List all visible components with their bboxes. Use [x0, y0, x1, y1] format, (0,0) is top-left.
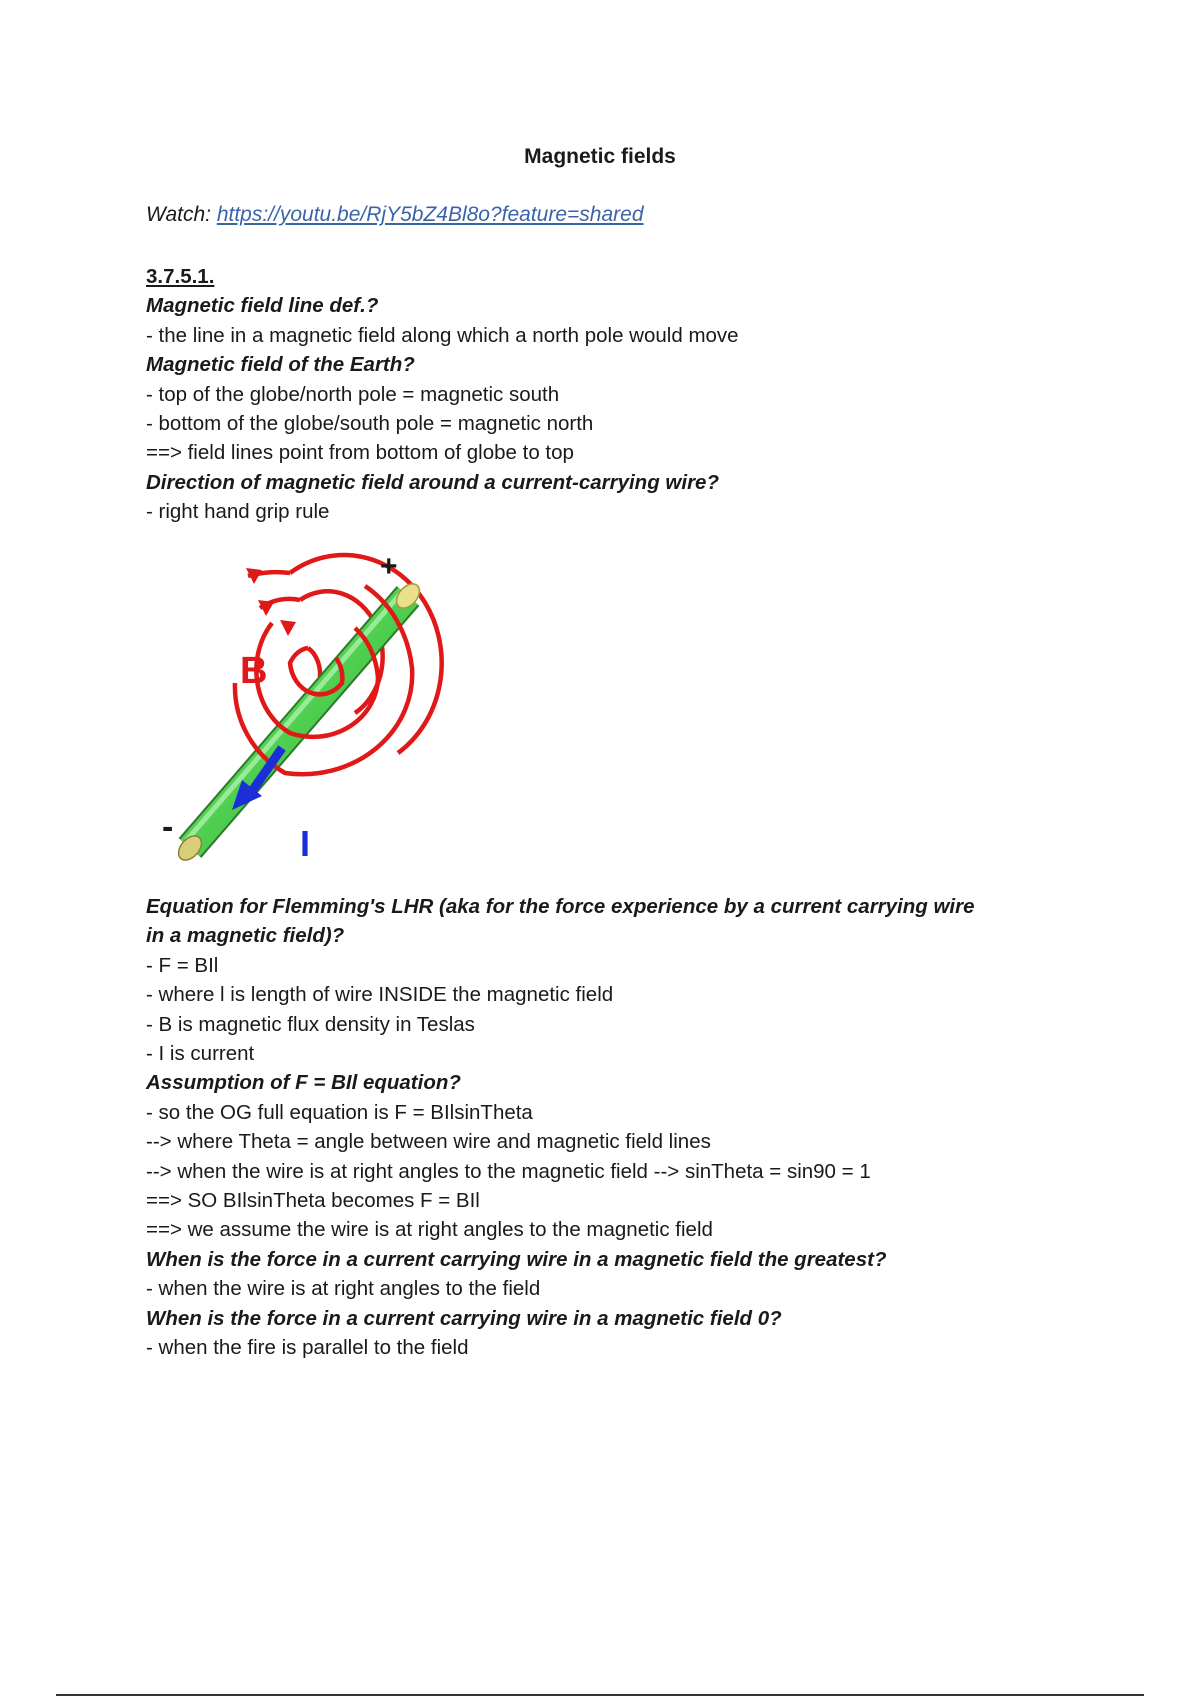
watch-line — [146, 203, 644, 227]
answer-line: - I is current — [146, 1042, 255, 1066]
answer-line: --> where Theta = angle between wire and magnetic field lines — [146, 1130, 711, 1154]
answer-line: - when the fire is parallel to the field — [146, 1336, 469, 1360]
answer-line: ==> SO BIlsinTheta becomes F = BIl — [146, 1189, 480, 1213]
question-line: Assumption of F = BIl equation? — [146, 1071, 461, 1095]
answer-line: - F = BIl — [146, 953, 219, 977]
answer-line: - when the wire is at right angles to the field — [146, 1277, 541, 1301]
question-line: Magnetic field line def.? — [146, 294, 379, 318]
watch-label: Watch: — [146, 203, 217, 226]
answer-line: --> when the wire is at right angles to the magnetic field --> sinTheta = sin90 = 1 — [146, 1159, 871, 1183]
notes-block-2 — [146, 892, 1096, 1363]
answer-line: - where l is length of wire INSIDE the magnetic field — [146, 983, 614, 1007]
answer-line: ==> field lines point from bottom of globe to top — [146, 441, 574, 465]
notes-block-1 — [146, 262, 1096, 527]
answer-line: - so the OG full equation is F = BIlsinTheta — [146, 1100, 533, 1124]
question-line: in a magnetic field)? — [146, 924, 345, 948]
answer-line: ==> we assume the wire is at right angles to the magnetic field — [146, 1218, 713, 1242]
question-line: When is the force in a current carrying wire in a magnetic field 0? — [146, 1306, 782, 1330]
answer-line: - B is magnetic flux density in Teslas — [146, 1012, 475, 1036]
right-hand-grip-diagram — [150, 548, 470, 878]
answer-line: - bottom of the globe/south pole = magnetic north — [146, 412, 594, 436]
answer-line: - top of the globe/north pole = magnetic south — [146, 382, 560, 406]
video-link[interactable]: https://youtu.be/RjY5bZ4Bl8o?feature=shared — [216, 203, 644, 226]
minus-terminal-label: - — [162, 808, 174, 846]
answer-line: - the line in a magnetic field along which a north pole would move — [146, 323, 739, 347]
plus-terminal-label: + — [380, 550, 398, 583]
wire — [174, 580, 424, 865]
current-label-i: I — [300, 823, 311, 864]
page-title: Magnetic fields — [524, 145, 676, 168]
bottom-divider — [56, 1694, 1144, 1696]
question-line: When is the force in a current carrying wire in a magnetic field the greatest? — [146, 1247, 887, 1271]
answer-line: - right hand grip rule — [146, 500, 330, 524]
field-label-b: B — [240, 650, 268, 692]
question-line: Direction of magnetic field around a current-carrying wire? — [146, 470, 719, 494]
section-heading: 3.7.5.1. — [146, 265, 215, 288]
question-line: Magnetic field of the Earth? — [146, 353, 415, 377]
question-line: Equation for Flemming's LHR (aka for the force experience by a current carrying wire — [146, 895, 975, 918]
